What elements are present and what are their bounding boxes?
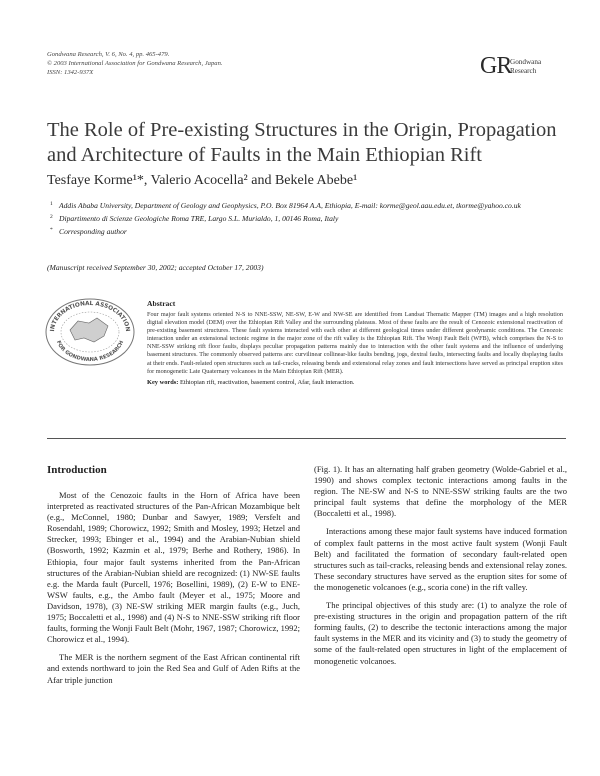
title-line-2: and Architecture of Faults in the Main Ethiopian Rift bbox=[47, 144, 482, 166]
logo-name-line2: Research bbox=[510, 66, 537, 75]
keywords-label: Key words: bbox=[147, 378, 179, 386]
seal-bottom-text: FOR GONDWANA RESEARCH bbox=[54, 339, 126, 364]
gondwana-map-icon bbox=[70, 318, 108, 342]
corresponding-author-note bbox=[47, 227, 567, 237]
association-seal-logo bbox=[42, 296, 138, 368]
body-column-left bbox=[47, 464, 300, 693]
journal-citation: Gondwana Research, V. 6, No. 4, pp. 465-479. bbox=[47, 51, 170, 58]
keywords-line bbox=[147, 379, 563, 387]
paragraph: The principal objectives of this study are: (1) to analyze the role of pre-existing structures in the origin and propagation pattern of the rift forming faults, (2) to describe the tectonic interactions among the major fault systems in the MER and its vicinity and (3) to study the geometry of some of the fault-related open structures in light of the emplacement of monogenetic volcanoes. bbox=[314, 600, 567, 666]
affiliation-mark: 1 bbox=[50, 201, 53, 207]
abstract-text: Four major fault systems oriented N-S to NNE-SSW, NE-SW, E-W and NW-SE are identified from Landsat Thematic Mapper (TM) images and a high resolution digital elevation model (DEM) over the Ethiopian Rift Valley and the surrounding plateaus. Most of these faults are the result of Cenozoic extensional reactivation of pre-existing basement structures. These fault systems interacted with each other at different geological times under different geodynamic conditions. The Cenozoic interaction under an extensional tectonic regime in the major zone of the rift valley is the Ethiopian Rift. The Wonji Fault Belt (WFB), which comprises the N-S to NNE-SSW striking rift floor faults, displays peculiar propagation patterns mainly due to interaction with the other fault systems and the influence of underlying basement structures. The commonly observed patterns are: curvilinear collinear-like faults bending, jogs, dextral faults, intersecting faults and locally displaying faults at their ends. Fault-related open structures such as tail-cracks, releasing bends and extensional relay zones and fault intersections have served as principal eruption sites for monogenetic Late Quaternary volcanoes in the Main Ethiopian Rift (MER). bbox=[147, 311, 563, 375]
journal-logo bbox=[480, 52, 560, 82]
affiliation-text: Corresponding author bbox=[59, 227, 127, 237]
abstract-heading: Abstract bbox=[147, 299, 176, 308]
section-divider bbox=[47, 438, 566, 439]
affiliations bbox=[47, 201, 567, 238]
affiliation-mark: * bbox=[50, 227, 53, 234]
seal-top-text: INTERNATIONAL ASSOCIATION bbox=[49, 300, 131, 332]
journal-metadata bbox=[47, 50, 347, 77]
seal-graphic bbox=[42, 296, 138, 368]
paper-title bbox=[47, 118, 567, 168]
journal-copyright: © 2003 International Association for Gondwana Research, Japan. bbox=[47, 60, 223, 67]
paragraph: Most of the Cenozoic faults in the Horn of Africa have been interpreted as reactivated structures of the Pan-African Mozambique belt (e.g., McConnel, 1980; Dunbar and Sawyer, 1989; Versfelt and Rosendahl, 1989; Chorowicz, 1992; Smith and Mosley, 1993; Hetzel and Strecker, 1993; Ebinger et al., 1994) and the Arabian-Nubian shield (Bosworth, 1992; Kazmin et al., 1979; Berhe and Rothery, 1986). In Ethiopia, four major fault systems inherited from the Pan-African structures of the Arabian-Nubian shield are recognized: (1) NW-SE faults e.g. the Marda fault (Purcell, 1976; Bosellini, 1989), (2) E-W to ENE-WSW faults, e.g., the Ambo fault (Meyer et al., 1975; Moore and Davidson, 1978), (3) NE-SW striking MER margin faults (e.g., Juch, 1975; Boccaletti et al., 1998) and (4) N-S to NNE-SSW striking rift floor faults, forming the Wonji Fault Belt (Mohr, 1967, 1987; Chorowicz, 1992; Chorowicz et al., 1994). bbox=[47, 490, 300, 645]
affiliation-text: Addis Ababa University, Department of Geology and Geophysics, P.O. Box 81964 A.A, Ethiopia, E-mail: korme@geol.aau.edu.et, tkorme@yahoo.co.uk bbox=[59, 201, 521, 210]
journal-issn: ISSN: 1342-937X bbox=[47, 69, 94, 76]
manuscript-dates: (Manuscript received September 30, 2002; accepted October 17, 2003) bbox=[47, 263, 264, 272]
paragraph: (Fig. 1). It has an alternating half graben geometry (Wolde-Gabriel et al., 1990) and shows complex tectonic interactions among faults in the region. The NE-SW and N-S to NNE-SSW striking faults are the two principal fault systems that define the morphology of the MER (Boccaletti et al., 1998). bbox=[314, 464, 567, 519]
affiliation-1 bbox=[47, 201, 567, 211]
abstract-section bbox=[147, 299, 563, 387]
keywords-text: Ethiopian rift, reactivation, basement control, Afar, fault interaction. bbox=[180, 378, 355, 386]
logo-name-line1: Gondwana bbox=[510, 58, 542, 66]
body-column-right bbox=[314, 464, 567, 674]
paragraph: Interactions among these major fault systems have induced formation of complex fault patterns in the most active fault system (Wonji Fault Belt) and facilitated the formation of secondary fault-related open structures such as tail-cracks, releasing bends and extensional relay zones. These secondary structures have served as the eruption sites for some of the monogenetic volcanoes (e.g., scoria cone) in the rift valley. bbox=[314, 526, 567, 592]
affiliation-mark: 2 bbox=[50, 214, 53, 221]
author-list: Tesfaye Korme¹*, Valerio Acocella² and Bekele Abebe¹ bbox=[47, 173, 358, 188]
introduction-heading: Introduction bbox=[47, 464, 107, 476]
logo-letters: GR bbox=[480, 53, 512, 79]
affiliation-2 bbox=[47, 214, 567, 224]
logo-name bbox=[510, 58, 541, 75]
affiliation-text: Dipartimento di Scienze Geologiche Roma TRE, Largo S.L. Murialdo, 1, 00146 Roma, Italy bbox=[59, 214, 339, 224]
title-line-1: The Role of Pre-existing Structures in the Origin, Propagation bbox=[47, 119, 557, 141]
paragraph: The MER is the northern segment of the East African continental rift and extends northward to join the Red Sea and Gulf of Aden Rifts at the Afar triple junction bbox=[47, 652, 300, 685]
